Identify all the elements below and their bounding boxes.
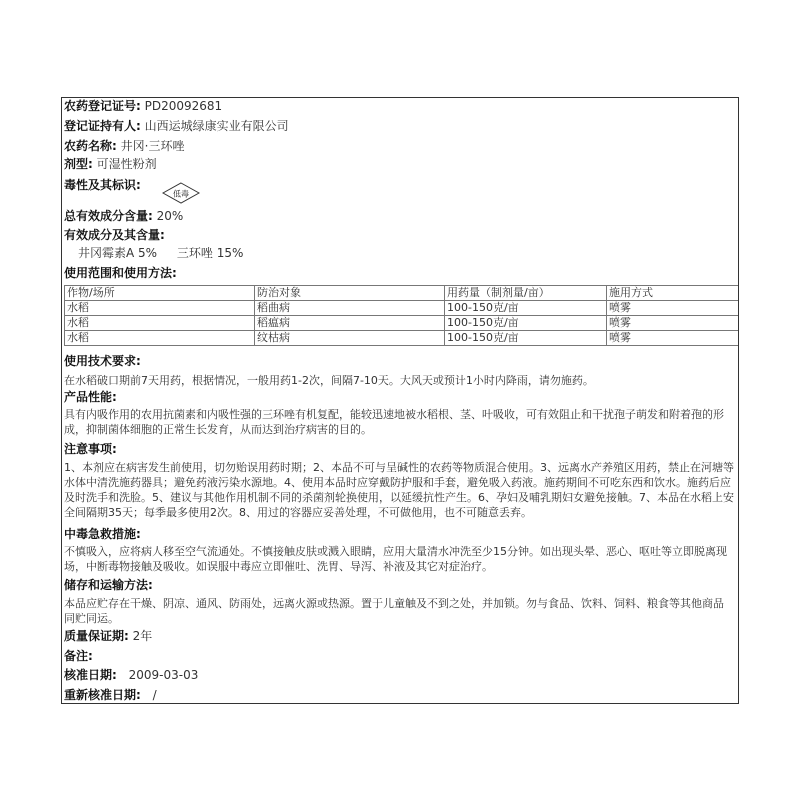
performance-heading bbox=[64, 390, 117, 405]
name-row bbox=[64, 139, 184, 154]
total-content-label: 总有效成分含量: bbox=[64, 209, 153, 223]
table-header-cell: 防治对象 bbox=[255, 286, 445, 301]
table-cell: 水稻 bbox=[65, 331, 255, 346]
technique-label: 使用技术要求: bbox=[64, 354, 141, 368]
holder-value: 山西运城绿康实业有限公司 bbox=[144, 119, 289, 133]
table-header-cell: 作物/场所 bbox=[65, 286, 255, 301]
name-value: 井冈·三环唑 bbox=[120, 139, 185, 153]
holder-label: 登记证持有人: bbox=[64, 119, 141, 133]
table-cell: 纹枯病 bbox=[255, 331, 445, 346]
approval-date-row bbox=[64, 668, 198, 683]
table-cell: 100-150克/亩 bbox=[445, 316, 607, 331]
table-row bbox=[65, 301, 739, 316]
table-cell: 喷雾 bbox=[607, 316, 739, 331]
toxicity-row bbox=[64, 178, 141, 193]
table-cell: 水稻 bbox=[65, 316, 255, 331]
formulation-label: 剂型: bbox=[64, 157, 93, 171]
table-row bbox=[65, 331, 739, 346]
precautions-label: 注意事项: bbox=[64, 442, 117, 456]
low-toxicity-diamond-icon bbox=[162, 182, 200, 204]
usage-row bbox=[64, 266, 177, 281]
holder-row bbox=[64, 119, 289, 134]
ingredients-row bbox=[64, 228, 165, 243]
registration-value: PD20092681 bbox=[144, 99, 223, 113]
storage-text: 本品应贮存在干燥、阴凉、通风、防雨处，远离火源或热源。置于儿童触及不到之处，并加锁。勿与食品、饮料、饲料、粮食等其他商品同贮同运。 bbox=[64, 597, 724, 625]
table-cell: 喷雾 bbox=[607, 301, 739, 316]
shelf-life-label: 质量保证期: bbox=[64, 629, 129, 643]
total-content-row bbox=[64, 209, 183, 224]
first-aid-heading bbox=[64, 527, 141, 542]
performance-text: 具有内吸作用的农用抗菌素和内吸性强的三环唑有机复配，能较迅速地被水稻根、茎、叶吸收，可有效阻止和干扰孢子萌发和附着孢的形成，抑制菌体细胞的正常生长发育，从而达到治疗病害的目的。 bbox=[64, 408, 724, 436]
formulation-row bbox=[64, 157, 157, 172]
name-label: 农药名称: bbox=[64, 139, 117, 153]
toxicity-label: 毒性及其标识: bbox=[64, 178, 141, 192]
technique-heading bbox=[64, 354, 141, 369]
table-cell: 稻瘟病 bbox=[255, 316, 445, 331]
table-cell: 100-150克/亩 bbox=[445, 301, 607, 316]
table-header-cell: 用药量（制剂量/亩） bbox=[445, 286, 607, 301]
ingredients-label: 有效成分及其含量: bbox=[64, 228, 165, 242]
performance-label: 产品性能: bbox=[64, 390, 117, 404]
table-row bbox=[65, 316, 739, 331]
remarks-label: 备注: bbox=[64, 649, 93, 663]
first-aid-text: 不慎吸入，应将病人移至空气流通处。不慎接触皮肤或溅入眼睛，应用大量清水冲洗至少15分钟。如出现头晕、恶心、呕吐等立即脱离现场，中断毒物接触及吸收。如误服中毒应立即催吐、洗胃、导泻、补液及其它对症治疗。 bbox=[64, 545, 727, 573]
table-cell: 100-150克/亩 bbox=[445, 331, 607, 346]
storage-label: 储存和运输方法: bbox=[64, 578, 153, 592]
technique-text: 在水稻破口期前7天用药，根据情况，一般用药1-2次，间隔7-10天。大风天或预计1小时内降雨，请勿施药。 bbox=[64, 374, 594, 387]
precautions-heading bbox=[64, 442, 117, 457]
first-aid-label: 中毒急救措施: bbox=[64, 527, 141, 541]
usage-table bbox=[64, 285, 739, 346]
storage-heading bbox=[64, 578, 153, 593]
reapproval-date-value: / bbox=[152, 688, 157, 702]
remarks-row bbox=[64, 649, 93, 664]
reapproval-date-label: 重新核准日期: bbox=[64, 688, 141, 702]
reapproval-date-row bbox=[64, 688, 157, 703]
shelf-life-row bbox=[64, 629, 152, 644]
precautions-text: 1、本剂应在病害发生前使用，切勿贻误用药时期；2、本品不可与呈碱性的农药等物质混合使用。3、远离水产养殖区用药，禁止在河塘等水体中清洗施药器具；避免药液污染水源地。4、使用本品时应穿戴防护服和手套，避免吸入药液。施药期间不可吃东西和饮水。施药后应及时洗手和洗脸。5、建议与其他作用机制不同的杀菌剂轮换使用，以延缓抗性产生。6、孕妇及哺乳期妇女避免接触。7、本品在水稻上安全间隔期35天；每季最多使用2次。8、用过的容器应妥善处理，不可做他用，也不可随意丢弃。 bbox=[64, 461, 734, 519]
toxicity-badge-text: 低毒 bbox=[173, 189, 189, 199]
total-content-value: 20% bbox=[156, 209, 184, 223]
pesticide-label-document bbox=[61, 97, 739, 704]
registration-label: 农药登记证号: bbox=[64, 99, 141, 113]
formulation-value: 可湿性粉剂 bbox=[96, 157, 157, 171]
approval-date-value: 2009-03-03 bbox=[128, 668, 199, 682]
shelf-life-value: 2年 bbox=[132, 629, 153, 643]
approval-date-label: 核准日期: bbox=[64, 668, 117, 682]
ingredient-item: 井冈霉素A 5% bbox=[78, 246, 158, 260]
table-header-row bbox=[65, 286, 739, 301]
usage-label: 使用范围和使用方法: bbox=[64, 266, 177, 280]
ingredients-list bbox=[78, 246, 243, 261]
table-header-cell: 施用方式 bbox=[607, 286, 739, 301]
table-cell: 喷雾 bbox=[607, 331, 739, 346]
registration-row bbox=[64, 99, 222, 114]
ingredient-item: 三环唑 15% bbox=[176, 246, 244, 260]
table-cell: 水稻 bbox=[65, 301, 255, 316]
table-cell: 稻曲病 bbox=[255, 301, 445, 316]
